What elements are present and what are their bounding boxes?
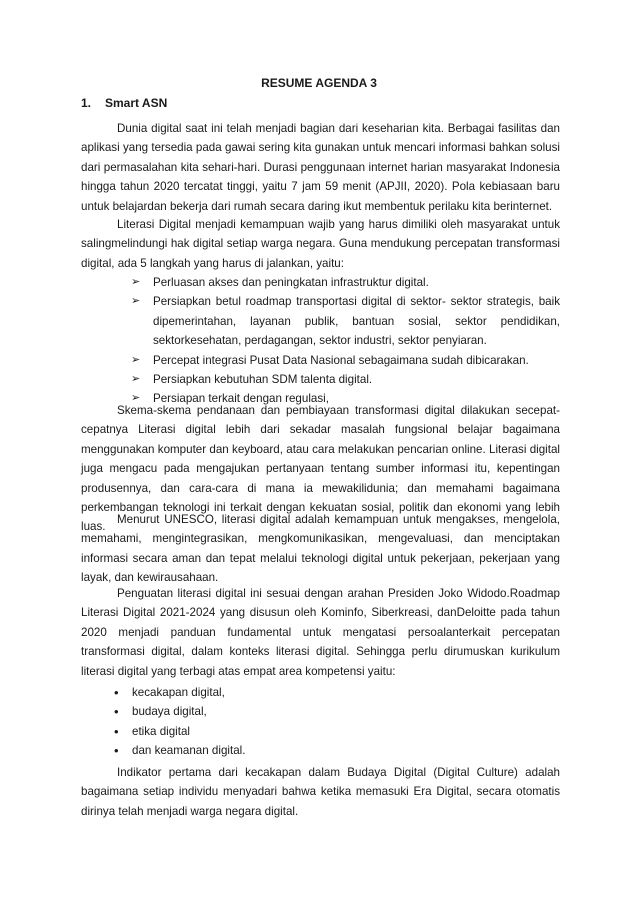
arrow-bullet-icon: ➢ bbox=[131, 276, 141, 288]
arrow-bullet-icon: ➢ bbox=[131, 373, 141, 386]
paragraph-skema: Skema-skema pendanaan dan pembiayaan transformasi digital dilakukan secepat-cepatnya Literasi digital lebih dari sekadar masalah fungsional belajar bagaimana menggunakan komputer dan keyboard, atau cara melakukan pencarian online. Literasi digital juga mengacu pada mengajukan pertanyaan tentang sumber informasi itu, kepentingan produsennya, dan cara-cara di mana ia mewakilidunia; dan memahami bagaimana perkembangan teknologi ini terkait dengan kekuatan sosial, politik dan ekonomi yang lebih luas. bbox=[81, 404, 560, 534]
paragraph-unesco: Menurut UNESCO, literasi digital adalah kemampuan untuk mengakses, mengelola, memahami, mengintegrasikan, mengkomunikasikan, mengevaluasi, dan menciptakan informasi secara aman dan tepat melalui teknologi digital untuk pekerjaan, pekerjaan yang layak, dan kewirausahaan. bbox=[81, 513, 560, 585]
paragraph-penguatan: Penguatan literasi digital ini sesuai dengan arahan Presiden Joko Widodo.Roadmap Literasi Digital 2021-2024 yang disusun oleh Kominfo, Siberkreasi, danDeloitte pada tahun 2020 menjadi panduan fundamental untuk mengatasi persoalanterkait percepatan transformasi digital, dalam konteks literasi digital. Sehingga perlu dirumuskan kurikulum literasi digital yang terbagi atas empat area kompetensi yaitu: bbox=[81, 587, 560, 678]
competencies-list bbox=[110, 683, 410, 761]
arrow-bullet-icon: ➢ bbox=[131, 353, 141, 366]
list-item: ➢ Percepat integrasi Pusat Data Nasional sebagaimana sudah dibicarakan. bbox=[128, 351, 560, 370]
section-heading bbox=[81, 96, 167, 110]
section-number: 1. bbox=[81, 96, 92, 110]
paragraph-intro: Dunia digital saat ini telah menjadi bagian dari keseharian kita. Berbagai fasilitas dan aplikasi yang tersedia pada gawai sering kita gunakan untuk mencari informasi bahkan solusi dari permasalahan kita sehari-hari. Durasi penggunaan internet harian masyarakat Indonesia hingga tahun 2020 tercatat tinggi, yaitu 7 jam 59 menit (APJII, 2020). Pola kebiasaan baru untuk belajardan bekerja dari rumah secara daring ikut membentuk perilaku kita berinternet. bbox=[81, 122, 560, 213]
list-item: ➢ Persiapkan kebutuhan SDM talenta digital. bbox=[128, 370, 560, 389]
paragraph-indikator: Indikator pertama dari kecakapan dalam Budaya Digital (Digital Culture) adalah bagaimana setiap individu menyadari bahwa ketika memasuki Era Digital, secara otomatis dirinya telah menjadi warga negara digital. bbox=[81, 766, 560, 818]
list-item: ➢ Persiapkan betul roadmap transportasi digital di sektor- sektor strategis, baik dipemerintahan, layanan publik, bantuan sosial, sektor pendidikan, sektorkesehatan, perdagangan, sektor industri, sektor penyiaran. bbox=[128, 292, 560, 350]
list-item: • dan keamanan digital. bbox=[110, 741, 410, 760]
bullet-icon: • bbox=[114, 743, 119, 759]
section-title: Smart ASN bbox=[105, 96, 168, 110]
paragraph-literasi: Literasi Digital menjadi kemampuan wajib yang harus dimiliki oleh masyarakat untuk salingmelindungi hak digital setiap warga negara. Guna mendukung percepatan transformasi digital, ada 5 langkah yang harus di jalankan, yaitu: bbox=[81, 218, 560, 270]
list-item: ➢ Persiapan terkait dengan regulasi, bbox=[128, 389, 560, 408]
list-item: • budaya digital, bbox=[110, 702, 410, 721]
document-title: RESUME AGENDA 3 bbox=[261, 76, 377, 90]
bullet-icon: • bbox=[114, 704, 119, 720]
bullet-icon: • bbox=[114, 723, 119, 739]
list-item: • kecakapan digital, bbox=[110, 683, 410, 702]
bullet-icon: • bbox=[114, 685, 119, 700]
steps-list bbox=[128, 273, 560, 409]
list-item: • etika digital bbox=[110, 722, 410, 741]
arrow-bullet-icon: ➢ bbox=[131, 295, 141, 308]
list-item: ➢ Perluasan akses dan peningkatan infrastruktur digital. bbox=[128, 273, 560, 292]
arrow-bullet-icon: ➢ bbox=[131, 392, 141, 405]
